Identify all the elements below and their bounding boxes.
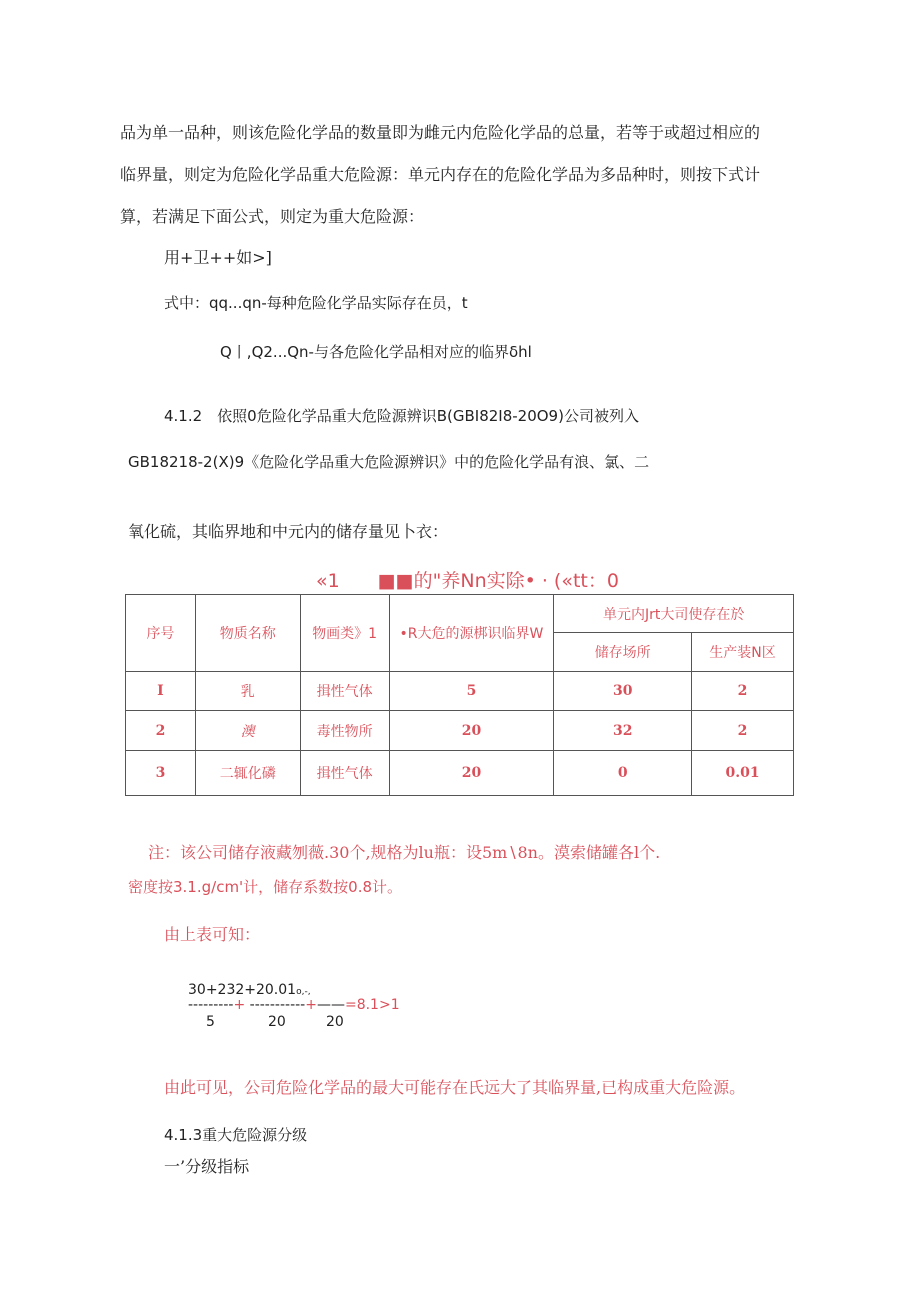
table-note: 密度按3.1.g∕cm'计，储存系数按0.8计。 bbox=[128, 878, 403, 896]
section-4-1-2-line: 氧化硫，其临界地和中元内的储存量见卜衣： bbox=[128, 522, 449, 541]
header-name: 物质名称 bbox=[195, 595, 300, 672]
calc-numerators bbox=[188, 982, 311, 998]
cell-production: 2 bbox=[692, 672, 794, 711]
calc-plus: + bbox=[305, 997, 317, 1013]
calc-plus: + bbox=[233, 997, 246, 1013]
calc-denominator: 5 bbox=[206, 1014, 215, 1030]
header-production: 生产装N区 bbox=[692, 633, 794, 672]
cell-seq: 2 bbox=[126, 711, 196, 751]
subsection-heading: 一’分级指标 bbox=[164, 1157, 250, 1176]
paragraph-line: 临界量，则定为危险化学品重大危险源：单元内存在的危险化学品为多品种时，则按下式计 bbox=[120, 165, 761, 184]
table-row bbox=[126, 751, 794, 796]
table-row bbox=[126, 711, 794, 751]
cell-seq: I bbox=[126, 672, 196, 711]
calc-dash: —— bbox=[316, 997, 345, 1013]
cell-storage: 30 bbox=[554, 672, 692, 711]
cell-type: 毒性物所 bbox=[300, 711, 389, 751]
calc-fraction-line bbox=[188, 997, 400, 1013]
calc-numerator-sub: o,-, bbox=[296, 987, 311, 997]
section-4-1-2-line: 4.1.2 依照0危险化学品重大危险源辨识B(GBI82I8-20O9)公司被列入 bbox=[164, 407, 639, 425]
cell-storage: 0 bbox=[554, 751, 692, 796]
section-4-1-2-line: GB18218-2(X)9《危险化学品重大危险源辨识》中的危险化学品有浪、氯、二 bbox=[128, 453, 650, 471]
cell-name: 乳 bbox=[195, 672, 300, 711]
header-storage: 储存场所 bbox=[554, 633, 692, 672]
formula-expression: 用+卫++如>] bbox=[164, 248, 272, 267]
calc-dash: --------- bbox=[188, 997, 234, 1013]
calc-result: =8.1>1 bbox=[344, 997, 400, 1013]
cell-type: 揖性气体 bbox=[300, 672, 389, 711]
formula-explanation: 式中：qq...qn-每种危险化学品实际存在员，t bbox=[164, 294, 468, 312]
calc-denominator: 20 bbox=[326, 1014, 344, 1030]
formula-explanation: Q丨,Q2...Qn-与各危险化学品相对应的临界δhl bbox=[220, 343, 532, 361]
calc-dash: ----------- bbox=[249, 997, 306, 1013]
paragraph-line: 算，若满足下面公式，则定为重大危险源： bbox=[120, 207, 425, 226]
calc-denominator: 20 bbox=[268, 1014, 286, 1030]
cell-threshold: 20 bbox=[389, 751, 554, 796]
cell-name: 二辄化磷 bbox=[195, 751, 300, 796]
header-unit-group: 单元内Jrt大司使存在於 bbox=[554, 595, 794, 633]
header-seq: 序号 bbox=[126, 595, 196, 672]
cell-production: 0.01 bbox=[692, 751, 794, 796]
conclusion-intro: 由上表可知： bbox=[164, 925, 261, 944]
cell-seq: 3 bbox=[126, 751, 196, 796]
header-threshold: •R大危的源梆识临界W bbox=[389, 595, 554, 672]
cell-threshold: 5 bbox=[389, 672, 554, 711]
cell-threshold: 20 bbox=[389, 711, 554, 751]
table-note: 注：该公司储存液藏刎薇.30个,规格为lu瓶：设5m∖8n。漠索储罐各l个. bbox=[148, 843, 661, 862]
table-row bbox=[126, 672, 794, 711]
calc-numerator-text: 30+232+20.01 bbox=[188, 982, 297, 998]
paragraph-line: 品为单一品种，则该危险化学品的数量即为雌元内危险化学品的总量，若等于或超过相应的 bbox=[120, 123, 761, 142]
cell-name: 澳 bbox=[195, 711, 300, 751]
header-type: 物画类》1 bbox=[300, 595, 389, 672]
cell-production: 2 bbox=[692, 711, 794, 751]
cell-storage: 32 bbox=[554, 711, 692, 751]
conclusion-text: 由此可见，公司危险化学品的最大可能存在氏远大了其临界量,已构成重大危险源。 bbox=[164, 1078, 746, 1097]
table-title: «1 ■■的"养Nn实除• · («tt：0 bbox=[316, 570, 619, 592]
cell-type: 揖性气体 bbox=[300, 751, 389, 796]
hazard-table bbox=[125, 594, 794, 796]
section-4-1-3-heading: 4.1.3重大危险源分级 bbox=[164, 1126, 308, 1144]
